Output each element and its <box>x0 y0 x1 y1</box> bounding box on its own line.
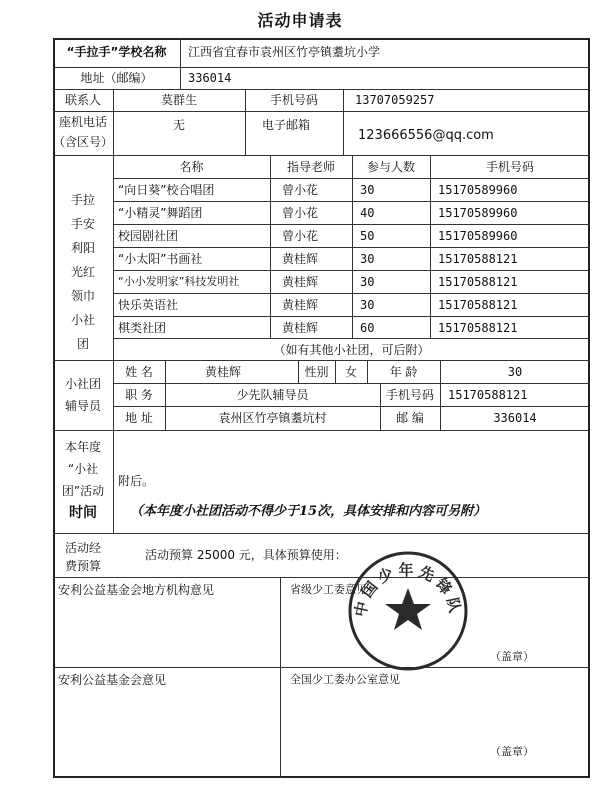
club-phone: 15170588121 <box>438 252 518 266</box>
advisor-position-label: 职 务 <box>125 388 153 402</box>
club-teacher: 黄桂辉 <box>282 298 319 312</box>
email-label: 电子邮箱 <box>262 118 311 132</box>
header-name: 名称 <box>179 160 204 174</box>
stamp-label-2: （盖章） <box>490 745 534 758</box>
advisor-gender-value: 女 <box>344 365 357 379</box>
row-divider <box>53 155 590 156</box>
club-name: “小精灵”舞蹈团 <box>118 206 203 220</box>
row-divider <box>53 577 590 578</box>
club-teacher: 曾小花 <box>282 206 319 220</box>
club-phone: 15170588121 <box>438 298 518 312</box>
row-divider <box>113 406 590 407</box>
budget-text: 活动预算 25000 元，具体预算使用： <box>145 548 347 562</box>
advisor-age-label: 年 龄 <box>389 365 418 379</box>
advisor-zip-label: 邮 编 <box>396 411 424 425</box>
advisor-phone-label: 手机号码 <box>385 388 434 402</box>
advisor-address-value: 袁州区竹亭镇耋坑村 <box>218 411 327 425</box>
club-name: “向日葵”校合唱团 <box>118 183 215 197</box>
star-icon <box>385 588 431 630</box>
club-participants: 30 <box>360 252 375 266</box>
col-divider <box>113 89 114 533</box>
budget-side-label: 活动经 费预算 <box>64 541 101 573</box>
schedule-note: （本年度小社团活动不得少于15次，具体安排和内容可另附） <box>130 504 487 519</box>
club-participants: 50 <box>360 229 375 243</box>
local-org-opinion-label: 安利公益基金会地方机构意见 <box>58 583 215 597</box>
row-divider <box>113 338 590 339</box>
advisor-phone-value: 15170588121 <box>448 388 528 402</box>
postal-value: 336014 <box>188 71 232 85</box>
col-divider <box>270 155 271 338</box>
header-participants: 参与人数 <box>366 160 415 174</box>
row-divider <box>113 383 590 384</box>
club-name: 校园剧社团 <box>118 229 179 243</box>
landline-value: 无 <box>172 118 185 132</box>
row-divider <box>53 360 590 361</box>
club-phone: 15170588121 <box>438 275 518 289</box>
contact-value: 莫群生 <box>160 93 197 107</box>
row-divider <box>53 533 590 534</box>
contact-label: 联系人 <box>64 93 101 107</box>
postal-label: 地址（邮编） <box>80 71 153 85</box>
landline-label-1: 座机电话 <box>58 115 107 129</box>
col-divider <box>280 577 281 778</box>
club-participants: 60 <box>360 321 375 335</box>
row-divider <box>53 67 590 68</box>
col-divider <box>343 89 344 155</box>
clubs-note: （如有其他小社团，可后附） <box>273 343 430 357</box>
club-phone: 15170589960 <box>438 229 518 243</box>
col-divider <box>430 155 431 338</box>
school-name-label: “手拉手”学校名称 <box>66 45 167 59</box>
club-participants: 40 <box>360 206 375 220</box>
clubs-side-label: 手拉 手安 利阳 光红 领巾 小社 团 <box>70 193 95 351</box>
club-phone: 15170589960 <box>438 183 518 197</box>
col-divider <box>352 155 353 338</box>
advisor-address-label: 地 址 <box>125 411 153 425</box>
mobile-value: 13707059257 <box>355 93 435 107</box>
schedule-attached: 附后。 <box>118 474 155 488</box>
foundation-opinion-label: 安利公益基金会意见 <box>58 673 167 687</box>
row-divider <box>53 111 590 112</box>
club-participants: 30 <box>360 183 375 197</box>
school-name-value: 江西省宜春市袁州区竹亭镇耋坑小学 <box>188 45 381 59</box>
young-pioneers-seal <box>345 548 471 674</box>
col-divider <box>180 38 181 89</box>
club-teacher: 黄桂辉 <box>282 321 319 335</box>
advisor-age-value: 30 <box>507 365 523 379</box>
club-name: 棋类社团 <box>118 321 167 335</box>
club-name: 快乐英语社 <box>118 298 179 312</box>
stamp-label-1: （盖章） <box>490 650 534 663</box>
mobile-label: 手机号码 <box>269 93 318 107</box>
advisor-zip-value: 336014 <box>493 411 537 425</box>
advisor-gender-label: 性别 <box>304 365 329 379</box>
club-name: “小小发明家”科技发明社 <box>118 275 240 288</box>
provincial-opinion-label: 省级少工委意见 <box>290 583 367 596</box>
advisor-name-value: 黄桂辉 <box>205 365 242 379</box>
club-participants: 30 <box>360 275 375 289</box>
national-opinion-label: 全国少工委办公室意见 <box>290 673 400 686</box>
advisor-side-label: 小社团 辅导员 <box>64 377 101 413</box>
advisor-position-value: 少先队辅导员 <box>236 388 309 402</box>
club-name: “小太阳”书画社 <box>118 252 203 266</box>
club-participants: 30 <box>360 298 375 312</box>
email-value: 123666556@qq.com <box>358 128 494 143</box>
club-teacher: 曾小花 <box>282 229 319 243</box>
club-teacher: 黄桂辉 <box>282 275 319 289</box>
landline-label-2: （含区号） <box>53 135 114 149</box>
header-teacher: 指导老师 <box>286 160 335 174</box>
header-phone: 手机号码 <box>485 160 534 174</box>
svg-text:中国少年先锋队: 中国少年先锋队 <box>351 560 465 619</box>
club-teacher: 黄桂辉 <box>282 252 319 266</box>
club-phone: 15170588121 <box>438 321 518 335</box>
schedule-side-label: 本年度 “小社 团”活动 时间 <box>61 440 105 521</box>
advisor-name-label: 姓 名 <box>125 365 153 379</box>
page-title: 活动申请表 <box>257 11 343 30</box>
row-divider <box>53 667 590 668</box>
row-divider <box>53 89 590 90</box>
club-teacher: 曾小花 <box>282 183 319 197</box>
club-phone: 15170589960 <box>438 206 518 220</box>
row-divider <box>53 430 590 431</box>
